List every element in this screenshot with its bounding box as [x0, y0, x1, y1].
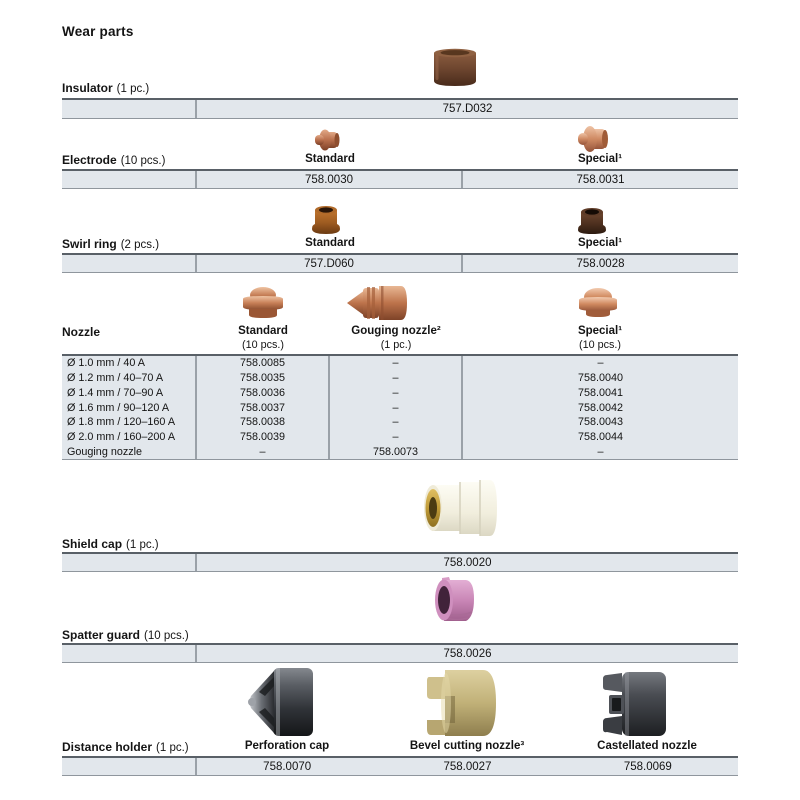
row-label-cell: Ø 1.8 mm / 120–160 A — [62, 415, 197, 430]
part-number-cell: 758.0044 — [577, 430, 624, 443]
empty-stub-cell — [62, 645, 197, 662]
nozzle-special-qty: (10 pcs.) — [578, 339, 622, 351]
part-number-cell: 758.0020 — [443, 556, 492, 569]
nozzle-gouging-header: Gouging nozzle² — [351, 325, 441, 337]
part-number-cell: – — [330, 385, 463, 400]
nozzle-standard-header: Standard — [238, 325, 288, 337]
electrode-table-row — [62, 169, 738, 189]
empty-stub-cell — [62, 171, 197, 188]
part-number-cell: – — [597, 445, 604, 458]
swirl-ring-table-row — [62, 253, 738, 273]
insulator-qty: (1 pc.) — [116, 83, 150, 95]
table-row — [62, 371, 738, 386]
part-number-cell: 757.D060 — [197, 255, 463, 272]
part-number-cell: 758.0069 — [623, 760, 672, 773]
table-row — [62, 385, 738, 400]
part-number-cell: – — [597, 357, 604, 370]
nozzle-standard-image — [240, 285, 286, 326]
empty-stub-cell — [62, 758, 197, 775]
page-title: Wear parts — [62, 24, 134, 39]
perforation-cap-image — [245, 666, 315, 743]
part-number-cell: 758.0041 — [577, 386, 624, 399]
part-number-cell: 758.0036 — [197, 385, 330, 400]
nozzle-name: Nozzle — [62, 325, 101, 339]
distance-holder-name: Distance holder — [62, 740, 153, 754]
part-number-cell: – — [330, 356, 463, 371]
nozzle-table — [62, 354, 738, 460]
table-row — [62, 356, 738, 371]
part-number-cell: – — [330, 430, 463, 445]
part-number-cell: – — [197, 444, 330, 459]
spatter-guard-qty: (10 pcs.) — [144, 630, 189, 642]
row-label-cell: Ø 1.6 mm / 90–120 A — [62, 400, 197, 415]
part-number-cell: 758.0043 — [577, 416, 624, 429]
part-number-cell: 758.0042 — [577, 401, 624, 414]
nozzle-label — [62, 325, 100, 339]
perforation-cap-header: Perforation cap — [244, 740, 330, 752]
castellated-nozzle-image — [596, 670, 668, 743]
empty-stub-cell — [62, 100, 197, 118]
electrode-special-header: Special¹ — [577, 153, 623, 165]
spatter-guard-name: Spatter guard — [62, 628, 141, 642]
swirl-ring-standard-image — [311, 202, 341, 241]
insulator-table-row — [62, 98, 738, 119]
part-number-cell: – — [330, 400, 463, 415]
swirl-ring-name: Swirl ring — [62, 237, 117, 251]
swirl-ring-standard-header: Standard — [305, 237, 355, 249]
distance-holder-table-row — [62, 756, 738, 776]
part-number-cell: 758.0039 — [197, 430, 330, 445]
row-label-cell: Gouging nozzle — [62, 444, 197, 459]
empty-stub-cell — [62, 554, 197, 571]
part-number-cell: 758.0070 — [263, 760, 312, 773]
shield-cap-table-row — [62, 552, 738, 572]
part-number-cell: 758.0030 — [197, 171, 463, 188]
spatter-guard-table-row — [62, 643, 738, 663]
spatter-guard-image — [432, 576, 478, 631]
part-number-cell: 758.0037 — [197, 400, 330, 415]
shield-cap-image — [418, 478, 502, 543]
row-label-cell: Ø 1.2 mm / 40–70 A — [62, 371, 197, 386]
swirl-ring-label — [62, 237, 159, 251]
empty-stub-cell — [62, 255, 197, 272]
part-number-cell: 758.0027 — [443, 760, 492, 773]
nozzle-gouging-qty: (1 pc.) — [380, 339, 412, 351]
row-label-cell: Ø 1.0 mm / 40 A — [62, 356, 197, 371]
electrode-qty: (10 pcs.) — [120, 155, 166, 167]
insulator-label — [62, 81, 149, 95]
part-number-cell: 758.0073 — [330, 444, 463, 459]
insulator-name: Insulator — [62, 81, 113, 95]
table-row — [62, 400, 738, 415]
swirl-ring-qty: (2 pcs.) — [120, 239, 160, 251]
insulator-image — [432, 46, 478, 93]
swirl-ring-special-header: Special¹ — [577, 237, 623, 249]
bevel-cutting-nozzle-header: Bevel cutting nozzle³ — [409, 740, 525, 752]
part-number-cell: 758.0038 — [197, 415, 330, 430]
distance-holder-label — [62, 740, 189, 754]
row-label-cell: Ø 2.0 mm / 160–200 A — [62, 430, 197, 445]
nozzle-special-image — [575, 285, 621, 326]
table-row — [62, 444, 738, 459]
spatter-guard-label — [62, 628, 189, 642]
part-number-cell: 758.0031 — [576, 173, 625, 186]
part-number-cell: – — [330, 415, 463, 430]
gouging-nozzle-image — [345, 284, 409, 327]
electrode-standard-header: Standard — [305, 153, 355, 165]
electrode-label — [62, 153, 165, 167]
part-number-cell: 758.0026 — [443, 647, 492, 660]
shield-cap-name: Shield cap — [62, 537, 123, 551]
shield-cap-qty: (1 pc.) — [126, 539, 159, 551]
part-number-cell: 757.D032 — [442, 103, 493, 115]
bevel-cutting-nozzle-image — [424, 668, 500, 743]
distance-holder-qty: (1 pc.) — [156, 742, 189, 754]
table-row — [62, 415, 738, 430]
part-number-cell: 758.0028 — [576, 257, 625, 270]
electrode-name: Electrode — [62, 153, 117, 167]
part-number-cell: – — [330, 371, 463, 386]
table-row — [62, 430, 738, 445]
shield-cap-label — [62, 537, 159, 551]
part-number-cell: 758.0040 — [577, 372, 624, 385]
nozzle-special-header: Special¹ — [577, 325, 623, 337]
swirl-ring-special-image — [577, 204, 607, 241]
castellated-nozzle-header: Castellated nozzle — [597, 740, 697, 752]
nozzle-standard-qty: (10 pcs.) — [241, 339, 285, 351]
part-number-cell: 758.0035 — [197, 371, 330, 386]
row-label-cell: Ø 1.4 mm / 70–90 A — [62, 385, 197, 400]
part-number-cell: 758.0085 — [197, 356, 330, 371]
